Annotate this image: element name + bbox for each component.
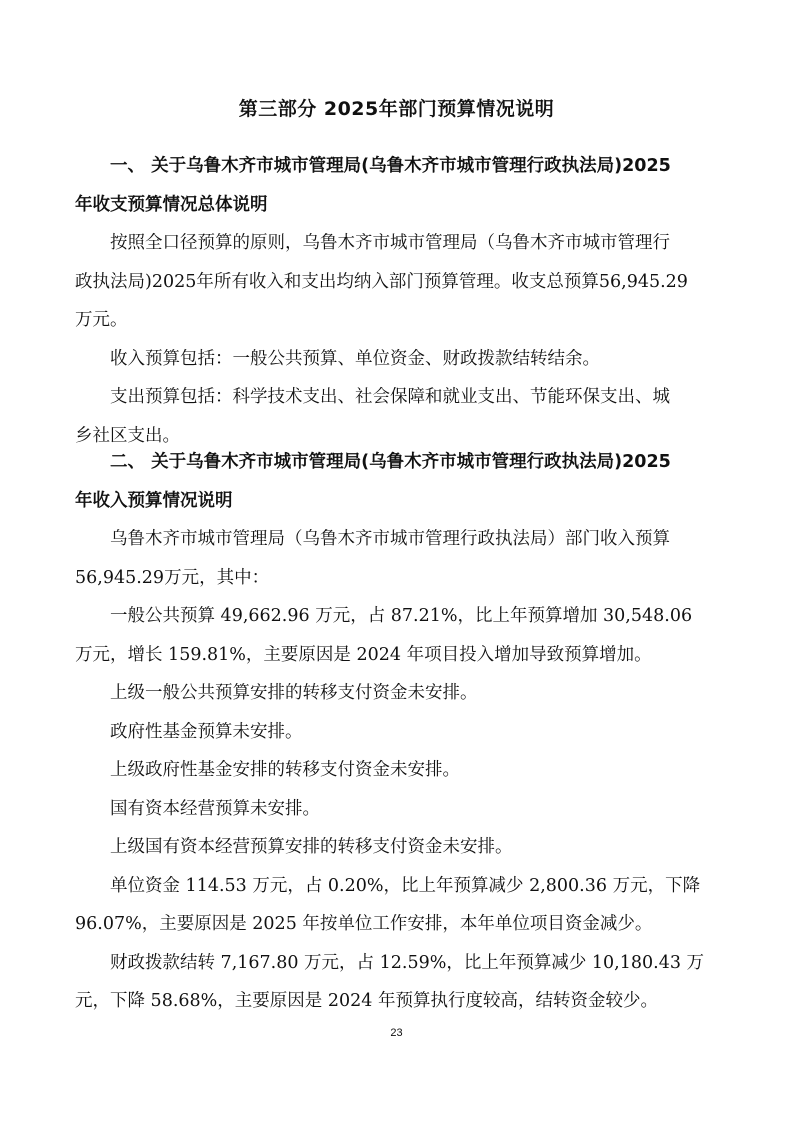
section-1-heading [75, 147, 709, 224]
section-1-heading-line-1: 一、 关于乌鲁木齐市城市管理局(乌鲁木齐市城市管理行政执法局)2025 [110, 156, 671, 176]
section-2-paragraph-5 [75, 751, 709, 790]
paragraph-line: 单位资金 114.53 万元，占 0.20%，比上年预算减少 2,800.36 万元，下降 [110, 875, 701, 896]
section-2-heading-line-1: 二、 关于乌鲁木齐市城市管理局(乌鲁木齐市城市管理行政执法局)2025 [110, 452, 671, 472]
paragraph-line: 万元。 [75, 310, 128, 330]
paragraph-line: 96.07%，主要原因是 2025 年按单位工作安排，本年单位项目资金减少。 [75, 914, 653, 934]
section-2-paragraph-1 [75, 520, 709, 597]
paragraph-line: 56,945.29万元，其中： [75, 567, 270, 588]
section-2-paragraph-6 [75, 790, 709, 829]
paragraph-line: 上级一般公共预算安排的转移支付资金未安排。 [110, 683, 478, 703]
section-1-paragraph-1 [75, 224, 709, 340]
page-title: 第三部分 2025年部门预算情况说明 [238, 98, 555, 120]
paragraph-line: 收入预算包括：一般公共预算、单位资金、财政拨款结转结余。 [110, 348, 600, 369]
paragraph-line: 国有资本经营预算未安排。 [110, 798, 320, 819]
section-2-paragraph-8 [75, 867, 709, 944]
paragraph-line: 财政拨款结转 7,167.80 万元，占 12.59%，比上年预算减少 10,180.43 万 [110, 952, 705, 973]
paragraph-line: 万元，增长 159.81%，主要原因是 2024 年项目投入增加导致预算增加。 [75, 644, 652, 665]
paragraph-line: 一般公共预算 49,662.96 万元，占 87.21%，比上年预算增加 30,548.06 [110, 606, 693, 626]
page-number: 23 [390, 1027, 403, 1039]
section-2-paragraph-3 [75, 674, 709, 713]
paragraph-line: 乡社区支出。 [75, 425, 180, 446]
paragraph-line: 政府性基金预算未安排。 [110, 721, 303, 742]
section-2-paragraph-2 [75, 597, 709, 674]
paragraph-line: 上级国有资本经营预算安排的转移支付资金未安排。 [110, 837, 513, 857]
paragraph-line: 政执法局)2025年所有收入和支出均纳入部门预算管理。收支总预算56,945.29 [75, 271, 688, 292]
section-2-heading [75, 443, 709, 520]
section-1 [75, 147, 709, 455]
section-1-heading-line-2: 年收支预算情况总体说明 [75, 194, 268, 215]
section-2-paragraph-9 [75, 944, 709, 1021]
paragraph-line: 乌鲁木齐市城市管理局（乌鲁木齐市城市管理行政执法局）部门收入预算 [110, 529, 670, 549]
paragraph-line: 按照全口径预算的原则，乌鲁木齐市城市管理局（乌鲁木齐市城市管理行 [110, 233, 670, 253]
paragraph-line: 上级政府性基金安排的转移支付资金未安排。 [110, 760, 460, 780]
section-2 [75, 443, 709, 1021]
section-2-paragraph-7 [75, 828, 709, 867]
section-1-paragraph-2 [75, 340, 709, 379]
paragraph-line: 元，下降 58.68%，主要原因是 2024 年预算执行度较高，结转资金较少。 [75, 991, 658, 1011]
paragraph-line: 支出预算包括：科学技术支出、社会保障和就业支出、节能环保支出、城 [110, 387, 670, 407]
section-2-heading-line-2: 年收入预算情况说明 [75, 490, 233, 511]
section-2-paragraph-4 [75, 713, 709, 752]
